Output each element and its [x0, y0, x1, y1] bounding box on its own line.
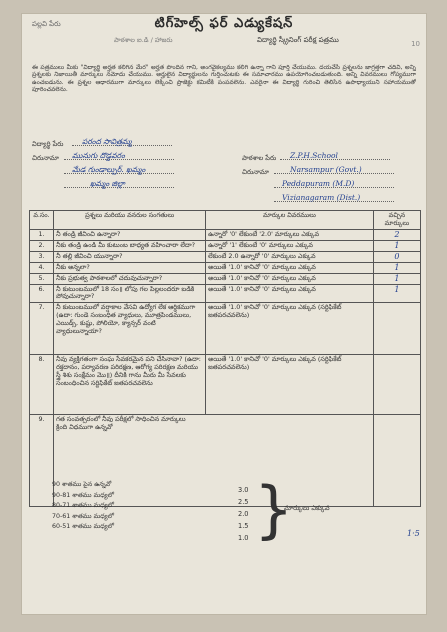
address-label: చిరునామా: [32, 154, 59, 162]
row-marks-rule: అయితే '1.0' కానిచో '0' మార్కులు ఎక్కువ: [206, 284, 374, 303]
row-serial: 8.: [30, 355, 54, 415]
row-marks-rule: అయితే '1.0' కానిచో '0' మార్కులు ఎక్కువ (సర్టిఫికేట్ జతపరచవలెను): [206, 303, 374, 355]
table-header-row: [30, 211, 421, 230]
row-marks-obtained: [373, 355, 420, 415]
row-serial: 9.: [30, 415, 54, 507]
student-name-label: విద్యార్థి పేరు: [32, 140, 64, 148]
scale-label: మార్కులు ఎక్కువ: [284, 504, 330, 512]
screening-questions-table: [29, 210, 421, 507]
row-serial: 7.: [30, 303, 54, 355]
header-serial: వ.సం.: [30, 211, 54, 230]
row-marks-obtained: 1: [373, 262, 420, 273]
row-marks-rule: ఉన్నారో '1' లేకుంటే '0' మార్కులు ఎక్కువ: [206, 240, 374, 251]
scale-value: 1.5: [238, 522, 249, 530]
row-marks-obtained: 0: [373, 251, 420, 262]
row-serial: 3.: [30, 251, 54, 262]
form-subtitle: విద్యార్థి స్క్రీనింగ్ పరీక్ష పత్రము: [257, 36, 339, 44]
corner-label-left: పల్లవి పేరు: [32, 20, 61, 28]
row-question: నీవు వ్యక్తిగతంగా సంఘ సేవకరమైన పని చేసినావా? (ఉదా: రక్తదానం, పర్యావరణ పరిరక్షణ, ఆరోగ్య పరిరక్షణ మరియు స్త్రీ శిశు సంక్షేమం మొ॥) దీనికి గాను మీరు మీ సేవలకు సంబంధించిన సర్టిఫికేట్ జతపరచవలెను: [54, 355, 206, 415]
school-address-value-line2: Peddapuram (M.D): [282, 179, 355, 188]
row-marks-obtained: [373, 303, 420, 355]
school-name-value: Z.P.H.School: [290, 151, 338, 160]
row-serial: 1.: [30, 229, 54, 240]
row-marks-rule: అయితే '1.0' కానిచో '0' మార్కులు ఎక్కువ: [206, 273, 374, 284]
school-name-label: పాఠశాల పేరు: [242, 154, 277, 162]
blurred-reference-line: పాఠశాల ఐ.డి / హాజరు: [114, 36, 173, 44]
table-row: [30, 284, 421, 303]
header-marks-details: మార్కుల వివరములు: [206, 211, 374, 230]
organization-title: టిగ్‌హెల్స్ ఫర్ ఎడ్యుకేషన్: [154, 16, 294, 31]
row-marks-obtained: 1: [373, 273, 420, 284]
table-row: [30, 355, 421, 415]
row-serial: 4.: [30, 262, 54, 273]
table-row: [30, 240, 421, 251]
top-right-mark: 10: [411, 40, 420, 48]
student-name-value: పరంద సావిత్రమ్మ: [82, 137, 132, 146]
row-marks-rule: లేకుంటే 2.0 ఉన్నారో '0' మార్కులు ఎక్కువ: [206, 251, 374, 262]
school-address-label: చిరునామా: [242, 168, 269, 176]
table-row: [30, 229, 421, 240]
table-row: [30, 262, 421, 273]
header-questions: ప్రశ్నలు మరియు వనరుల సంగతులు: [54, 211, 206, 230]
instructions-paragraph: ఈ పత్రములు మీకు "విద్యార్థి అర్హత కలిగిన మేర" అర్హత పొందిన గాని, అంగవైకల్యము కలిగి ఉన్నా గాని పూర్తి చేయుము. దయచేసి ప్రశ్నలను జాగ్రత్తగా చదివి, అన్ని ప్రశ్నలకు నిజాయితీ మార్కులు నమోదు చేయుము. అర్హులైన విద్యార్థులను గుర్తించుటకు ఈ సమాచారము ఉపయోగించబడుతుంది. అన్ని వివరములు గోప్యముగా ఉంచబడును. ఈ ప్రశ్నల ఆధారముగా మార్కులు లెక్కించి ప్రాజెక్టు కమిటీకి పంపవలెను. ఎవరైనా ఈ విద్యార్థి గురించి తెలిసిన ఉపాధ్యాయుని సహాయముతో పూరించవలెను.: [32, 64, 416, 94]
scale-value: 1.0: [238, 534, 249, 542]
school-address-value-line1: Narsampur (Govt.): [290, 165, 362, 174]
subtitle-row: [52, 36, 406, 46]
school-address-value-line3: Vizianagaram (Dist.): [282, 193, 361, 202]
row-marks-obtained: 1: [373, 284, 420, 303]
range-item: 70-61 శాతము మధ్యలో: [52, 512, 115, 520]
row-question: నీకు ప్రభుత్వ పాఠశాలలో చదువుచున్నారా?: [54, 273, 206, 284]
row-marks-obtained: 1: [373, 240, 420, 251]
marks-range-list: [52, 480, 114, 533]
scale-value: 2.5: [238, 498, 249, 506]
row-marks-rule: అయితే '1.0' కానిచో '0' మార్కులు ఎక్కువ (సర్టిఫికేట్ జతపరచవలెను): [206, 355, 374, 415]
address-value-line1: మునుగు దొడ్డవరం: [72, 151, 125, 160]
address-value-line2: మేడ గుండాల్పుర్. ఖమ్మం: [72, 165, 146, 174]
row-serial: 6.: [30, 284, 54, 303]
row-marks-obtained: 2: [373, 229, 420, 240]
row-serial: 2.: [30, 240, 54, 251]
row-marks-rule: అయితే '1.0' కానిచో '0' మార్కులు ఎక్కువ: [206, 262, 374, 273]
row-question: నీ కుటుంబములో వర్షాకాల వేసవి ఉద్యోగ లేక ఆర్థికముగా (ఉదా: గుండె సంబంధిత వ్యాధులు, మూత్రపిండములు, ఎయిడ్స్, కుష్టు, పోలియో, క్యాన్సర్ వంటి వ్యాధులున్నాయా?: [54, 303, 206, 355]
brace-glyph: }: [254, 473, 294, 546]
row-question: నీ తండ్రి జీవించి ఉన్నారా?: [54, 229, 206, 240]
screening-form-page: [22, 14, 426, 614]
table-row: [30, 303, 421, 355]
scale-value: 3.0: [238, 486, 249, 494]
header-marks-obtained: వచ్చిన మార్కులు: [373, 211, 420, 230]
table-row: [30, 273, 421, 284]
row-question: నీ తల్లి జీవించి యున్నారా?: [54, 251, 206, 262]
range-item: 90-81 శాతము మధ్యలో: [52, 491, 115, 499]
score-scale: [238, 484, 249, 544]
scale-value: 2.0: [238, 510, 249, 518]
row-marks-range-intro: గత సంవత్సరంలో నీవు పరీక్షలో సాధించిన మార్కులు క్రింది విధముగా ఉన్నవో: [56, 415, 186, 431]
row-question: నీకు అన్నలా?: [54, 262, 206, 273]
row-question: నీ కుటుంబములో 18 సం॥ లోపు గల పిల్లలందరూ బడికి పోవుచున్నారా?: [54, 284, 206, 303]
range-item: 90 శాతము పైన ఉన్నవో: [52, 481, 112, 488]
table-row: [30, 251, 421, 262]
row-serial: 5.: [30, 273, 54, 284]
marks-range-obtained: 1·5: [407, 529, 420, 538]
row-marks-rule: ఉన్నారో '0' లేకుంటే '2.0' మార్కులు ఎక్కువ: [206, 229, 374, 240]
address-value-line3: ఖమ్మం జిల్లా: [90, 179, 125, 188]
range-item: 80-71 శాతము మధ్యలో: [52, 502, 115, 509]
row-marks-obtained: [373, 415, 420, 507]
row-question: నీకు తండ్రి ఉండి మీ కుటుంబ బాధ్యత వహించారా లేదా?: [54, 240, 206, 251]
range-item: 60-51 శాతము మధ్యలో: [52, 523, 115, 530]
